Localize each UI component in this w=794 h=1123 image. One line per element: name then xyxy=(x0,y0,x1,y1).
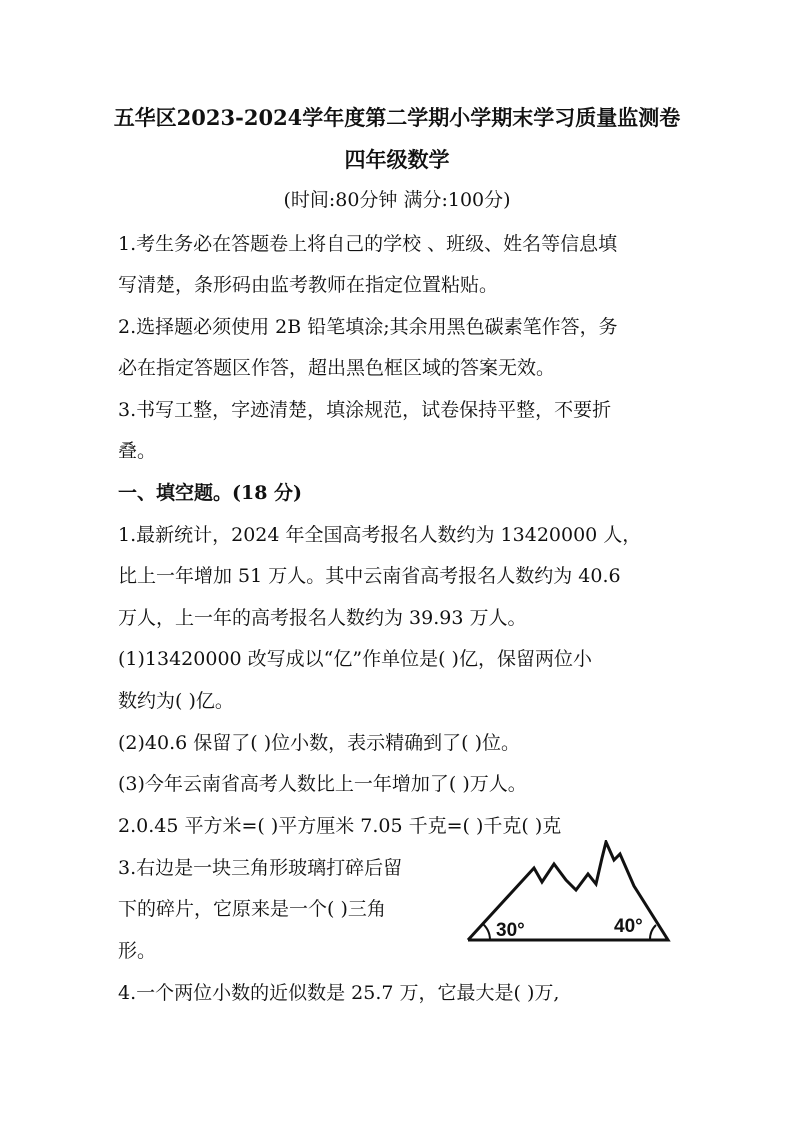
question-1-line-1: 1.最新统计，2024 年全国高考报名人数约为 13420000 人， xyxy=(118,524,642,546)
question-1-sub-1-line-1: (1)13420000 改写成以“亿”作单位是( )亿，保留两位小 xyxy=(118,648,592,670)
question-1-sub-3: (3)今年云南省高考人数比上一年增加了( )万人。 xyxy=(118,773,527,795)
exam-subtitle: 四年级数学 xyxy=(344,147,450,172)
left-angle-arc xyxy=(483,924,490,940)
question-1-line-2: 比上一年增加 51 万人。其中云南省高考报名人数约为 40.6 xyxy=(118,565,621,587)
angle-label-right: 40° xyxy=(614,916,643,937)
angle-label-left: 30° xyxy=(496,920,525,941)
instruction-2-line-1: 2.选择题必须使用 2B 铅笔填涂;其余用黑色碳素笔作答，务 xyxy=(118,316,618,338)
question-3-line-1: 3.右边是一块三角形玻璃打碎后留 xyxy=(118,857,403,879)
right-angle-arc xyxy=(650,925,656,940)
question-1-line-3: 万人，上一年的高考报名人数约为 39.93 万人。 xyxy=(118,607,527,629)
question-1-sub-1-line-2: 数约为( )亿。 xyxy=(118,690,234,712)
question-2: 2.0.45 平方米=( )平方厘米 7.05 千克=( )千克( )克 xyxy=(118,815,562,837)
instruction-2-line-2: 必在指定答题区作答，超出黑色框区域的答案无效。 xyxy=(118,357,556,379)
instruction-1-line-1: 1.考生务必在答题卷上将自己的学校 、班级、姓名等信息填 xyxy=(118,233,618,255)
question-3-line-3: 形。 xyxy=(118,940,157,962)
question-3-line-2: 下的碎片，它原来是一个( )三角 xyxy=(118,898,386,920)
time-score-note: (时间:80分钟 满分:100分) xyxy=(283,189,511,211)
question-4-line-1: 4.一个两位小数的近似数是 25.7 万，它最大是( )万, xyxy=(118,982,560,1004)
instruction-3-line-2: 叠。 xyxy=(118,440,157,462)
exam-title: 五华区2023-2024学年度第二学期小学期末学习质量监测卷 xyxy=(113,105,681,130)
question-1-sub-2: (2)40.6 保留了( )位小数，表示精确到了( )位。 xyxy=(118,732,520,754)
section-heading-fill-in: 一、填空题。(18 分) xyxy=(118,482,303,504)
instruction-1-line-2: 写清楚，条形码由监考教师在指定位置粘贴。 xyxy=(118,274,499,296)
instruction-3-line-1: 3.书写工整，字迹清楚，填涂规范，试卷保持平整，不要折 xyxy=(118,399,612,421)
broken-triangle-figure xyxy=(464,840,672,948)
